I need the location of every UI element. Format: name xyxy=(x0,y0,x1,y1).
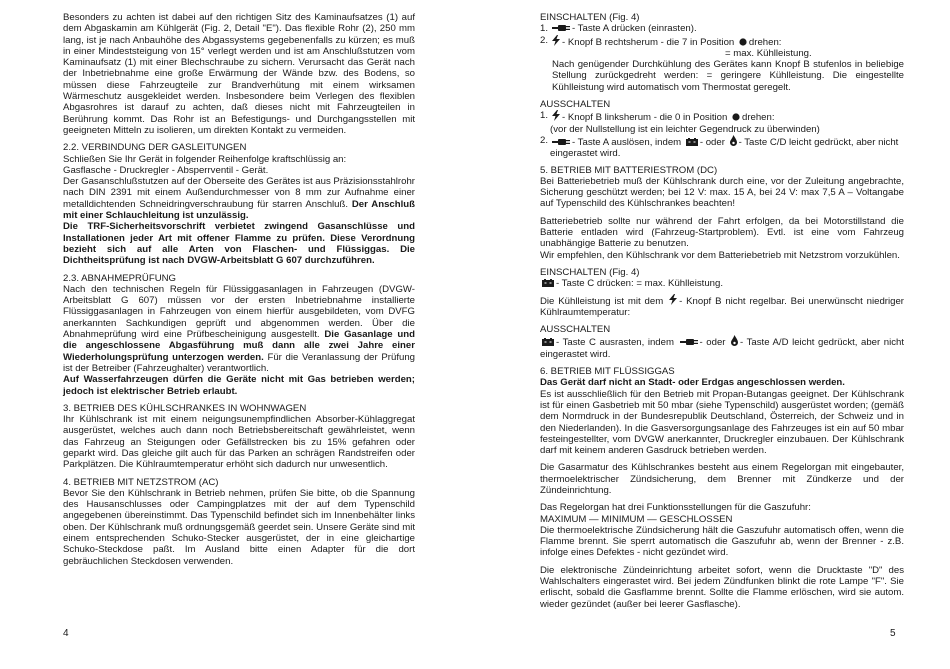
filled-dot-icon xyxy=(732,113,740,121)
gas-fitting-text: Die Gasarmatur des Kühlschrankes besteht aus einem Regelorgan mit eingebauter, thermoelektrischer Zündsicherung, dem Brenner mit Zündkerze und der Zündeinrichtung. xyxy=(540,462,904,496)
inspection-normal: Nach den technischen Regeln für Flüssiggasanlagen in Fahrzeugen (DVGW-Arbeitsblatt G 607) müssen vor der ersten Inbetriebnahme installierte Flüssiggasanlagen in Fahrzeugen von einem hierfür ausgebildeten, vom DVFG anerkannten Sachkundigen geprüft und abgenommen werden. Über die Abnahmeprüfung wird eine Prüfbescheinigung ausgestellt. xyxy=(63,283,415,341)
ignition-safety-text: Die thermoelektrische Zündsicherung hält die Gaszufuhr automatisch offen, wenn die Flamme brennt. Sie sperrt automatisch die Gaszufuhr ab, wenn der Brenner - z.B. infolge eines Defektes - nicht gezündet wird. xyxy=(540,524,904,559)
heading-2-2: 2.2. VERBINDUNG DER GASLEITUNGEN xyxy=(63,142,247,154)
battery-icon xyxy=(542,338,554,346)
regulator-positions: MAXIMUM — MINIMUM — GESCHLOSSEN xyxy=(540,513,733,525)
battery-icon xyxy=(686,138,698,146)
electronic-ignition-text: Die elektronische Zündeinrichtung arbeitet sofort, wenn die Drucktaste "D" des Wahlschalters eingerastet wird. Bei jedem Zündfunken blinkt die rote Lampe "F". Sie erlischt, sobald die Gasflamme brennt. Sollte die Flamme erlöschen, wird sie autom. wieder gezündet (außer bei leerer Gasflasche). xyxy=(540,564,904,610)
switch-on-note-1: Nach genügender Durchkühlung des Gerätes kann Knopf B stufenlos in beliebige Stellung zurückgedreht werden: = geringere Kühlleistung. Die eingestellte Kühlleistung wird automatisch vom Thermostat geregelt. xyxy=(552,59,904,93)
battery-usage-text: Batteriebetrieb sollte nur während der Fahrt erfolgen, da bei Motorstillstand die Batterie entladen wird (Fahrzeug-Startproblem). Evtl. ist eine vom Fahrzeug unabhängige Batterie zu benutzen. xyxy=(540,215,904,250)
trf-safety-rule: Die TRF-Sicherheitsvorschrift verbietet zwingend Gasanschlüsse und Installationen jeder Art mit offener Flamme zu prüfen. Diese Verordnung bezieht sich auf alle Arten von Flaschen- und Flüssiggas. Die Dichtheitsprüfung ist nach DVGW-Arbeitsblatt G 607 durchzuführen. xyxy=(63,221,415,267)
left-page xyxy=(63,12,415,573)
switch-on-list-1 xyxy=(540,23,904,59)
lightning-icon xyxy=(552,35,560,46)
right-page xyxy=(540,12,904,616)
mains-operation-text: Bevor Sie den Kühlschrank in Betrieb nehmen, prüfen Sie bitte, ob die Spannung des Hausanschlusses oder Campingplatzes mit der auf dem Typenschild angegebenen übereinstimmt. Das Typenschild befindet sich im Innenbehälter links oben. Der Kühlschrank muß ordnungsgemäß geerdet sein. Unsere Geräte sind mit einem entsprechenden Schuko-Stecker ausgerüstet, der in eine gleichartige Schuko-Steckdose paßt. Im Ausland bitte einen Adapter für die dort gebräuchlichen Steckdosen verwenden. xyxy=(63,487,415,567)
switch-off-heading-2: AUSSCHALTEN xyxy=(540,324,611,336)
page-number-left: 4 xyxy=(63,628,69,639)
battery-precool-text: Wir empfehlen, den Kühlschrank vor dem Batteriebetrieb mit Netzstrom vorzukühlen. xyxy=(540,249,900,261)
switch-on-heading-1: EINSCHALTEN (Fig. 4) xyxy=(540,12,640,23)
inspection-bold: Die Gasanlage und die angeschlossene Abgasführung muß dann alle zwei Jahre einer Wiederholungsprüfung unterzogen werden. xyxy=(63,329,415,363)
heading-4: 4. BETRIEB MIT NETZSTROM (AC) xyxy=(63,476,219,488)
list-item: 1. - Knopf B linksherum - die 0 in Position drehen: (vor der Nullstellung ist ein leichter Gegendruck zu überwinden) xyxy=(540,110,820,135)
intro-paragraph: Besonders zu achten ist dabei auf den richtigen Sitz des Kaminaufsatzes (1) auf dem Abgaskamin am Kühlgerät (Fig. 2, Detail "E"). Das flexible Rohr (2), 250 mm lang, ist je nach Anbauhöhe des Abgassystems gegebenenfalls zu kürzen; es muß in einer Mindeststeigung von 15° verlegt werden und ist am Anschlußstutzen vom Kaminaufsatz (1) mit einer Blechschraube zu sichern. Verursacht das Gerät nach der Inbetriebnahme eine große Erwärmung der Wände bzw. des Bodens, so müssen diese Fahrzeugteile zur Brandverhütung mit einem wirksamen Wärmeschutz ausgekleidet werden. Insbesondere beim Verlegen des flexiblen Abgasrohres ist darauf zu achten, daß dieses nicht mit Fahrzeugteilen in Berührung kommt. Das Rohr ist an Befestigungs- und Durchgangsstellen mit geeigneten Mitteln zu isolieren, um direkten Kontakt zu vermeiden. xyxy=(63,12,415,136)
gas-connection-warning: Der Anschluß mit einer Schlauchleitung ist unzulässig. xyxy=(63,198,416,222)
gas-connection-order: Gasflasche - Druckregler - Absperrventil - Gerät. xyxy=(63,164,269,176)
lightning-icon xyxy=(552,110,560,121)
caravan-operation-text: Ihr Kühlschrank ist mit einem neigungsunempfindlichen Absorber-Kühlaggregat ausgerüstet, welches auch dann noch Betriebsbereitschaft gewährleistet, wenn das Fahrzeug an Steigungen oder Gefällstrecken bis zu 15% gefahren oder geparkt wird. Das gleiche gilt auch für das Parken an schrägen Randstreifen oder Parkplätzen. Die Kühlraumtemperatur erhöht sich dadurch nur unwesentlich. xyxy=(63,414,415,471)
page-number-right: 5 xyxy=(890,628,896,639)
filled-dot-icon xyxy=(739,38,747,46)
flame-icon xyxy=(731,335,738,346)
inspection-text xyxy=(63,284,415,374)
flame-icon xyxy=(730,135,737,146)
switch-off-heading-1: AUSSCHALTEN xyxy=(540,99,611,111)
heading-5: 5. BETRIEB MIT BATTERIESTROM (DC) xyxy=(540,164,718,176)
switch-off-list-1 xyxy=(540,110,904,159)
plug-icon xyxy=(680,338,698,346)
list-item: 2. - Knopf B rechtsherum - die 7 in Position drehen: = max. Kühlleistung. xyxy=(540,34,812,59)
switch-on-dc-step: - Taste C drücken: = max. Kühlleistung. xyxy=(540,278,904,289)
list-item: 1. - Taste A drücken (einrasten). xyxy=(540,23,697,35)
regulator-intro: Das Regelorgan hat drei Funktionsstellungen für die Gaszufuhr: xyxy=(540,502,811,514)
heading-2-3: 2.3. ABNAHMEPRÜFUNG xyxy=(63,272,177,284)
switch-off-dc-step: - Taste C ausrasten, indem - oder - Taste A/D leicht gedrückt, aber nicht eingerastet wird. xyxy=(540,337,905,360)
gas-connection-normal: Der Gasanschlußstutzen auf der Oberseite des Gerätes ist aus Präzisionsstahlrohr nach DIN 2391 mit einem Außendurchmesser von 8 mm zur Aufnahme einer metalldichtenden Schneidringverschraubung für starren Anschluß. xyxy=(63,176,415,210)
battery-fuse-text: Bei Batteriebetrieb muß der Kühlschrank durch eine, vor der Zuleitung angebrachte, Sicherung geschützt werden; bei 12 V: max. 15 A, bei 24 V: max 7,5 A – Voltangabe auf Typenschild des Kühlschrankes beachten! xyxy=(540,175,904,210)
heading-6: 6. BETRIEB MIT FLÜSSIGGAS xyxy=(540,366,675,378)
gas-connection-text xyxy=(63,176,415,221)
gas-operation-text: Es ist ausschließlich für den Betrieb mit Propan-Butangas geeignet. Der Kühlschrank ist für einen Gasbetrieb mit 50 mbar (siehe Typenschild) ausgerüstet worden; (gemäß dem Normdruck in der Bundesrepublik Deutschland, Österreich, der Schweiz und in den Niederlanden). In die Gasversorgungsanlage des Fahrzeuges ist ein auf 50 mbar festeingestellter, vom DVGW anerkannter, Druckregler einzubauen. Der Kühlschrank darf mit keinem anderen Gasdruck betrieben werden. xyxy=(540,388,904,457)
gas-warning: Das Gerät darf nicht an Stadt- oder Erdgas angeschlossen werden. xyxy=(540,377,845,389)
list-item: 2. - Taste A auslösen, indem - oder - Taste C/D leicht gedrückt, aber nicht eingerastet wird. xyxy=(540,134,899,160)
switch-on-heading-2: EINSCHALTEN (Fig. 4) xyxy=(540,266,640,278)
inspection-rest: Für die Veranlassung der Prüfung ist der Betreiber (Fahrzeughalter) verantwortlich. xyxy=(63,351,415,374)
heading-3: 3. BETRIEB DES KÜHLSCHRANKES IN WOHNWAGEN xyxy=(63,402,307,414)
switch-on-dc-note: Die Kühlleistung ist mit dem - Knopf B nicht regelbar. Bei unerwünscht niedriger Kühlraumtemperatur: xyxy=(540,295,904,318)
lightning-icon xyxy=(669,294,677,305)
battery-icon xyxy=(542,279,554,287)
watercraft-warning: Auf Wasserfahrzeugen dürfen die Geräte nicht mit Gas betrieben werden; jedoch ist elektrischer Betrieb erlaubt. xyxy=(63,374,415,397)
gas-connection-intro: Schließen Sie Ihr Gerät in folgender Reihenfolge kraftschlüssig an: xyxy=(63,153,347,165)
plug-icon xyxy=(552,138,570,146)
plug-icon xyxy=(552,24,570,32)
